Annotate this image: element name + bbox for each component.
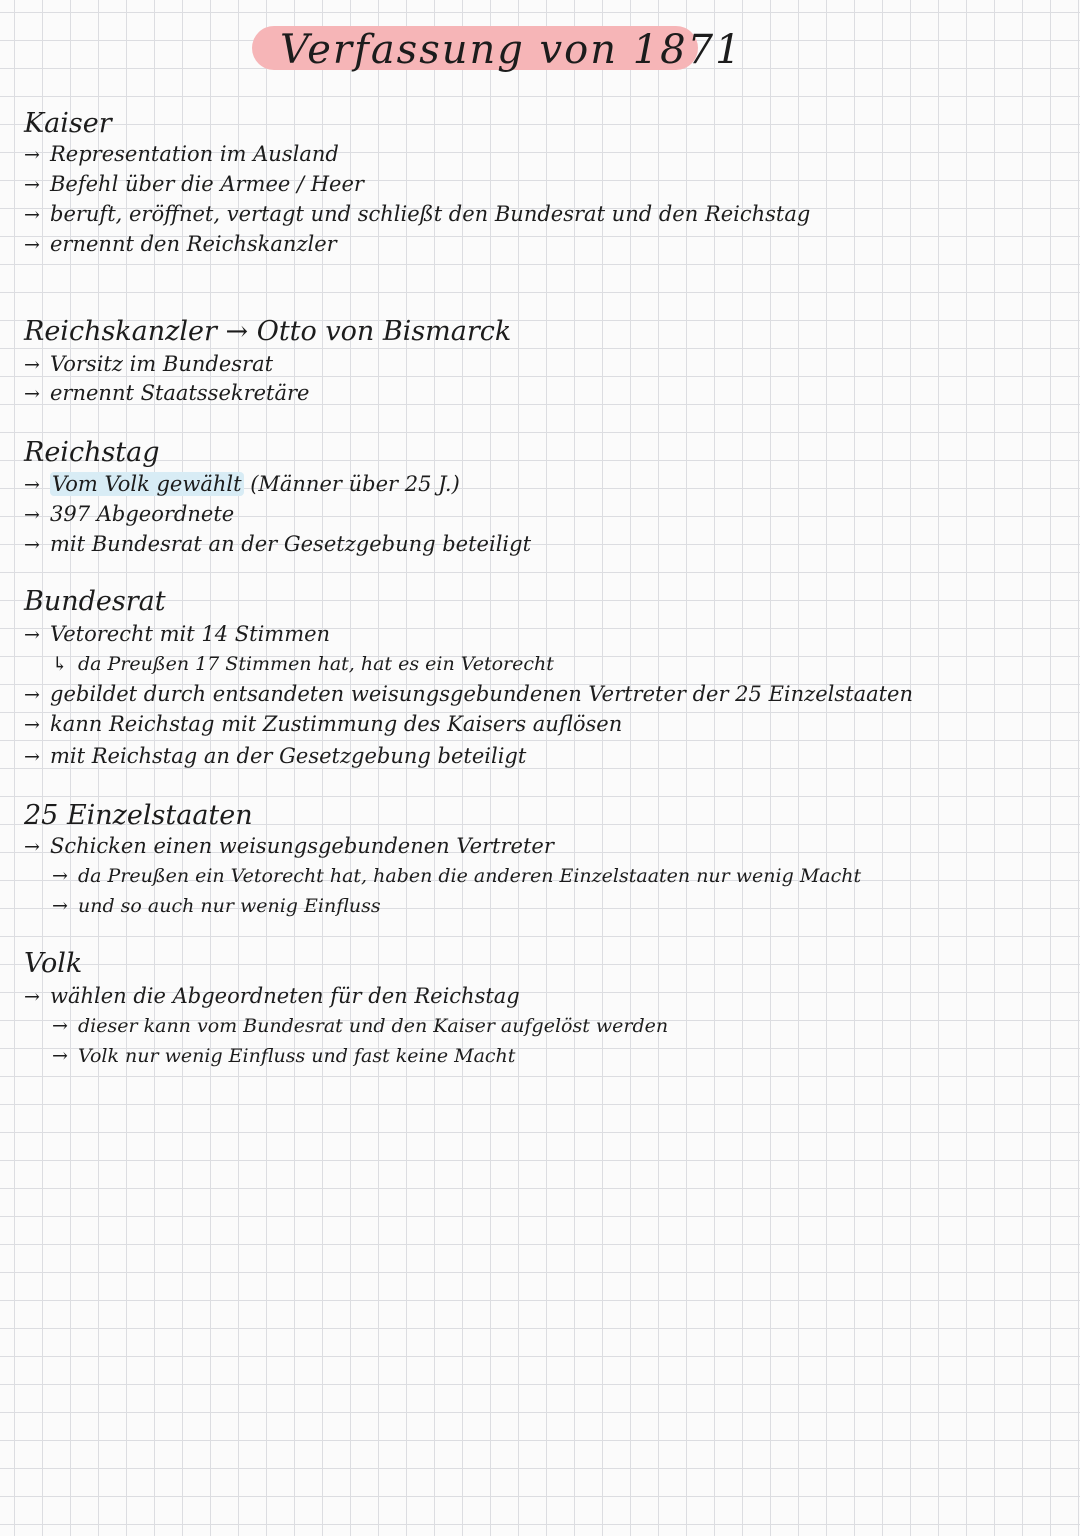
list-item: → ernennt Staatssekretäre xyxy=(24,379,310,408)
list-item: → gebildet durch entsandeten weisungsgebundenen Vertreter der 25 Einzelstaaten xyxy=(24,680,913,709)
arrow-icon: → xyxy=(24,174,40,196)
heading-reichskanzler: Reichskanzler → Otto von Bismarck xyxy=(24,316,512,347)
arrow-icon: → xyxy=(52,1045,68,1067)
arrow-icon: → xyxy=(24,714,40,736)
heading-kaiser: Kaiser xyxy=(24,108,112,139)
list-item-sub: ↳ da Preußen 17 Stimmen hat, hat es ein Vetorecht xyxy=(52,650,554,678)
arrow-icon: → xyxy=(24,204,40,226)
arrow-icon: → xyxy=(52,895,68,917)
list-item: → mit Bundesrat an der Gesetzgebung beteiligt xyxy=(24,530,531,559)
arrow-icon: → xyxy=(52,865,68,887)
arrow-icon: → xyxy=(24,474,40,496)
title-block xyxy=(252,22,743,92)
list-item: → Schicken einen weisungsgebundenen Vertreter xyxy=(24,832,554,861)
heading-einzelstaaten: 25 Einzelstaaten xyxy=(24,800,253,831)
list-item: → mit Reichstag an der Gesetzgebung beteiligt xyxy=(24,742,526,771)
arrow-icon: → xyxy=(24,986,40,1008)
list-item-sub: → dieser kann vom Bundesrat und den Kaiser aufgelöst werden xyxy=(52,1012,668,1040)
arrow-icon: → xyxy=(24,534,40,556)
list-item: → Vetorecht mit 14 Stimmen xyxy=(24,620,330,649)
arrow-icon: → xyxy=(24,354,40,376)
arrow-icon: → xyxy=(24,836,40,858)
list-item-sub: → Volk nur wenig Einfluss und fast keine Macht xyxy=(52,1042,515,1070)
list-item: → 397 Abgeordnete xyxy=(24,500,234,529)
list-item-sub: → da Preußen ein Vetorecht hat, haben die anderen Einzelstaaten nur wenig Macht xyxy=(52,862,861,890)
arrow-icon: → xyxy=(24,234,40,256)
list-item: → Representation im Ausland xyxy=(24,140,339,169)
list-item: → Befehl über die Armee / Heer xyxy=(24,170,364,199)
page-title: Verfassung von 1871 xyxy=(280,27,743,73)
highlighted-text: Vom Volk gewählt xyxy=(52,472,242,496)
list-item: → wählen die Abgeordneten für den Reichstag xyxy=(24,982,520,1011)
list-item-sub: → und so auch nur wenig Einfluss xyxy=(52,892,381,920)
arrow-icon: → xyxy=(24,624,40,646)
arrow-icon: → xyxy=(24,383,40,405)
sub-arrow-icon: ↳ xyxy=(52,653,68,675)
list-item: → Vorsitz im Bundesrat xyxy=(24,350,273,379)
heading-volk: Volk xyxy=(24,948,83,979)
arrow-icon: → xyxy=(24,144,40,166)
arrow-icon: → xyxy=(24,684,40,706)
list-item: → ernennt den Reichskanzler xyxy=(24,230,337,259)
arrow-icon: → xyxy=(52,1015,68,1037)
list-item: → kann Reichstag mit Zustimmung des Kaisers auflösen xyxy=(24,710,622,739)
list-item: → Vom Volk gewählt (Männer über 25 J.) xyxy=(24,470,460,499)
heading-reichstag: Reichstag xyxy=(24,437,160,468)
arrow-icon: → xyxy=(24,746,40,768)
arrow-icon: → xyxy=(24,504,40,526)
heading-bundesrat: Bundesrat xyxy=(24,586,166,617)
list-item: → beruft, eröffnet, vertagt und schließt den Bundesrat und den Reichstag xyxy=(24,200,810,229)
